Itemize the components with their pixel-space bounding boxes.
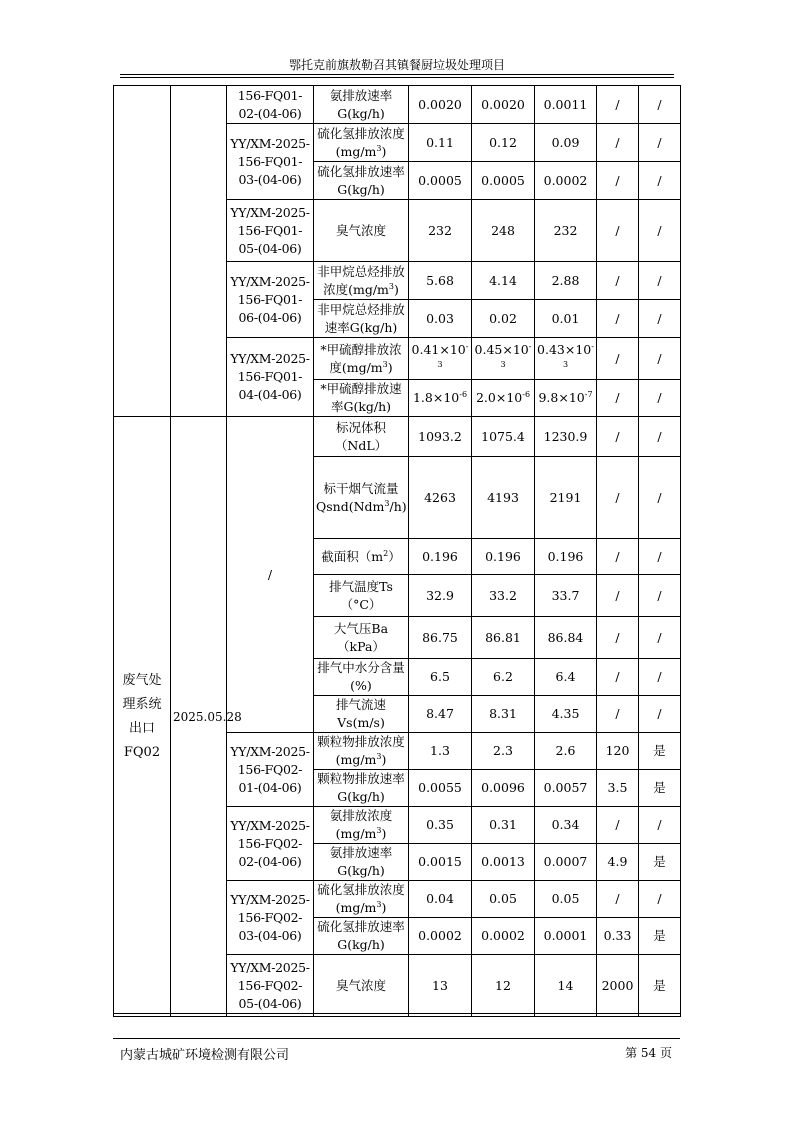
sample-id-cell: YY/XM-2025-156-FQ02-05-(04-06)	[227, 955, 314, 1017]
value-cell: 232	[409, 200, 472, 262]
compliance-cell: /	[639, 417, 681, 457]
parameter-cell: 氨排放速率G(kg/h)	[314, 86, 409, 124]
value-cell: $0.41\times 10^{-3}$	[409, 338, 472, 380]
header-rule-thin	[120, 77, 674, 78]
footer-company: 内蒙古城矿环境检测有限公司	[120, 1048, 290, 1063]
value-cell: 0.0015	[409, 844, 472, 881]
point-cell-fq01	[114, 86, 171, 417]
value-cell: 86.84	[535, 617, 597, 659]
value-cell: 0.0096	[472, 770, 535, 807]
value-cell: 0.09	[535, 124, 597, 162]
value-cell: 0.35	[409, 807, 472, 844]
point-cell-fq02: 废气处理系统出口FQ02	[114, 417, 171, 1017]
value-cell: 0.0020	[472, 86, 535, 124]
value-cell: 0.01	[535, 300, 597, 338]
sample-id-cell: YY/XM-2025-156-FQ01-06-(04-06)	[227, 262, 314, 338]
compliance-cell: /	[639, 200, 681, 262]
parameter-cell: 非甲烷总烃排放浓度$(mg/m^3)$	[314, 262, 409, 300]
value-cell: 0.0055	[409, 770, 472, 807]
footer-page-number: 第 54 页	[625, 1046, 672, 1060]
parameter-cell: 标干烟气流量Qsnd(Ndm$^3$/h)	[314, 457, 409, 539]
value-cell: 0.0057	[535, 770, 597, 807]
parameter-cell: 颗粒物排放浓度$(mg/m^3)$	[314, 733, 409, 770]
compliance-cell: /	[639, 162, 681, 200]
value-cell: 4263	[409, 457, 472, 539]
date-cell-fq01	[171, 86, 227, 417]
monitoring-results-table	[113, 85, 681, 1017]
parameter-cell: 截面积$(m^2)$	[314, 539, 409, 575]
sample-id-cell: YY/XM-2025-156-FQ01-04-(04-06)	[227, 338, 314, 417]
value-cell: 4.14	[472, 262, 535, 300]
compliance-cell: /	[639, 300, 681, 338]
value-cell: 0.05	[472, 881, 535, 918]
value-cell: 0.0005	[409, 162, 472, 200]
compliance-cell: /	[639, 380, 681, 417]
value-cell: 6.5	[409, 659, 472, 696]
value-cell: 14	[535, 955, 597, 1017]
value-cell: 86.81	[472, 617, 535, 659]
parameter-cell: 大气压Ba（kPa）	[314, 617, 409, 659]
parameter-cell: 硫化氢排放浓度$(mg/m^3)$	[314, 124, 409, 162]
value-cell: 0.0002	[472, 918, 535, 955]
compliance-cell: 是	[639, 918, 681, 955]
value-cell: 2.88	[535, 262, 597, 300]
value-cell: 0.0007	[535, 844, 597, 881]
value-cell: 33.2	[472, 575, 535, 617]
value-cell: $1.8\times 10^{-6}$	[409, 380, 472, 417]
value-cell: 0.02	[472, 300, 535, 338]
parameter-cell: 氨排放速率G(kg/h)	[314, 844, 409, 881]
compliance-cell: /	[639, 86, 681, 124]
limit-cell: /	[597, 86, 639, 124]
value-cell: 1.3	[409, 733, 472, 770]
value-cell: $2.0\times 10^{-6}$	[472, 380, 535, 417]
table-row	[114, 417, 681, 457]
parameter-cell: 排气中水分含量(%)	[314, 659, 409, 696]
sample-id-cell: /	[227, 417, 314, 733]
limit-cell: /	[597, 617, 639, 659]
limit-cell: /	[597, 300, 639, 338]
compliance-cell: /	[639, 539, 681, 575]
value-cell: 4.35	[535, 696, 597, 733]
limit-cell: /	[597, 380, 639, 417]
value-cell: 0.0002	[409, 918, 472, 955]
limit-cell: /	[597, 457, 639, 539]
parameter-cell: 硫化氢排放速率G(kg/h)	[314, 918, 409, 955]
value-cell: 232	[535, 200, 597, 262]
compliance-cell: /	[639, 457, 681, 539]
value-cell: 32.9	[409, 575, 472, 617]
sample-id-cell: YY/XM-2025-156-FQ02-03-(04-06)	[227, 881, 314, 955]
parameter-cell: 颗粒物排放速率G(kg/h)	[314, 770, 409, 807]
compliance-cell: /	[639, 575, 681, 617]
value-cell: 0.11	[409, 124, 472, 162]
parameter-cell: 排气流速Vs(m/s)	[314, 696, 409, 733]
table-row	[114, 86, 681, 124]
value-cell: 2.6	[535, 733, 597, 770]
value-cell: 4193	[472, 457, 535, 539]
compliance-cell: 是	[639, 733, 681, 770]
limit-cell: /	[597, 696, 639, 733]
compliance-cell: /	[639, 262, 681, 300]
compliance-cell: /	[639, 338, 681, 380]
parameter-cell: 标况体积（NdL）	[314, 417, 409, 457]
value-cell: 0.0011	[535, 86, 597, 124]
limit-cell: /	[597, 539, 639, 575]
limit-cell: /	[597, 807, 639, 844]
compliance-cell: /	[639, 881, 681, 918]
value-cell: 1230.9	[535, 417, 597, 457]
header-rule	[120, 74, 674, 75]
parameter-cell: 排气温度Ts（°C）	[314, 575, 409, 617]
value-cell: 0.0001	[535, 918, 597, 955]
compliance-cell: 是	[639, 844, 681, 881]
footer-rule-upper	[113, 1038, 680, 1039]
sample-id-cell: YY/XM-2025-156-FQ02-01-(04-06)	[227, 733, 314, 807]
value-cell: 0.12	[472, 124, 535, 162]
value-cell: 0.196	[472, 539, 535, 575]
parameter-cell: 氨排放浓度$(mg/m^3)$	[314, 807, 409, 844]
parameter-cell: 硫化氢排放浓度$(mg/m^3)$	[314, 881, 409, 918]
value-cell: 0.0002	[535, 162, 597, 200]
compliance-cell: /	[639, 617, 681, 659]
limit-cell: 4.9	[597, 844, 639, 881]
value-cell: 6.4	[535, 659, 597, 696]
value-cell: 0.34	[535, 807, 597, 844]
compliance-cell: /	[639, 696, 681, 733]
value-cell: 2.3	[472, 733, 535, 770]
limit-cell: /	[597, 338, 639, 380]
value-cell: 2191	[535, 457, 597, 539]
parameter-cell: *甲硫醇排放速率G(kg/h)	[314, 380, 409, 417]
sample-id-cell: YY/XM-2025-156-FQ02-02-(04-06)	[227, 807, 314, 881]
value-cell: 0.05	[535, 881, 597, 918]
limit-cell: 0.33	[597, 918, 639, 955]
value-cell: 33.7	[535, 575, 597, 617]
limit-cell: /	[597, 262, 639, 300]
sample-id-cell: YY/XM-2025-156-FQ01-03-(04-06)	[227, 124, 314, 200]
footer-rule	[113, 1013, 680, 1014]
sample-id-cell: YY/XM-2025-156-FQ01-05-(04-06)	[227, 200, 314, 262]
parameter-cell: 臭气浓度	[314, 955, 409, 1017]
parameter-cell: 臭气浓度	[314, 200, 409, 262]
limit-cell: 3.5	[597, 770, 639, 807]
compliance-cell: /	[639, 659, 681, 696]
limit-cell: /	[597, 162, 639, 200]
value-cell: 0.0020	[409, 86, 472, 124]
value-cell: 1075.4	[472, 417, 535, 457]
value-cell: 0.0005	[472, 162, 535, 200]
value-cell: 13	[409, 955, 472, 1017]
date-cell-fq02: 2025.05.28	[171, 417, 227, 1017]
value-cell: 0.03	[409, 300, 472, 338]
value-cell: 8.47	[409, 696, 472, 733]
value-cell: 0.0013	[472, 844, 535, 881]
value-cell: $0.43\times 10^{-3}$	[535, 338, 597, 380]
limit-cell: /	[597, 200, 639, 262]
value-cell: 0.196	[409, 539, 472, 575]
parameter-cell: 硫化氢排放速率G(kg/h)	[314, 162, 409, 200]
value-cell: $9.8\times 10^{-7}$	[535, 380, 597, 417]
value-cell: 5.68	[409, 262, 472, 300]
value-cell: 0.31	[472, 807, 535, 844]
compliance-cell: 是	[639, 955, 681, 1017]
limit-cell: /	[597, 659, 639, 696]
compliance-cell: /	[639, 124, 681, 162]
compliance-cell: 是	[639, 770, 681, 807]
value-cell: 0.04	[409, 881, 472, 918]
parameter-cell: *甲硫醇排放浓度$(mg/m^3)$	[314, 338, 409, 380]
value-cell: 8.31	[472, 696, 535, 733]
value-cell: $0.45\times 10^{-3}$	[472, 338, 535, 380]
sample-id-cell: 156-FQ01-02-(04-06)	[227, 86, 314, 124]
value-cell: 6.2	[472, 659, 535, 696]
value-cell: 1093.2	[409, 417, 472, 457]
value-cell: 12	[472, 955, 535, 1017]
page-header-title: 鄂托克前旗敖勒召其镇餐厨垃圾处理项目	[288, 58, 505, 72]
limit-cell: /	[597, 417, 639, 457]
limit-cell: 2000	[597, 955, 639, 1017]
limit-cell: 120	[597, 733, 639, 770]
limit-cell: /	[597, 124, 639, 162]
value-cell: 248	[472, 200, 535, 262]
value-cell: 0.196	[535, 539, 597, 575]
compliance-cell: /	[639, 807, 681, 844]
value-cell: 86.75	[409, 617, 472, 659]
parameter-cell: 非甲烷总烃排放速率G(kg/h)	[314, 300, 409, 338]
limit-cell: /	[597, 575, 639, 617]
limit-cell: /	[597, 881, 639, 918]
